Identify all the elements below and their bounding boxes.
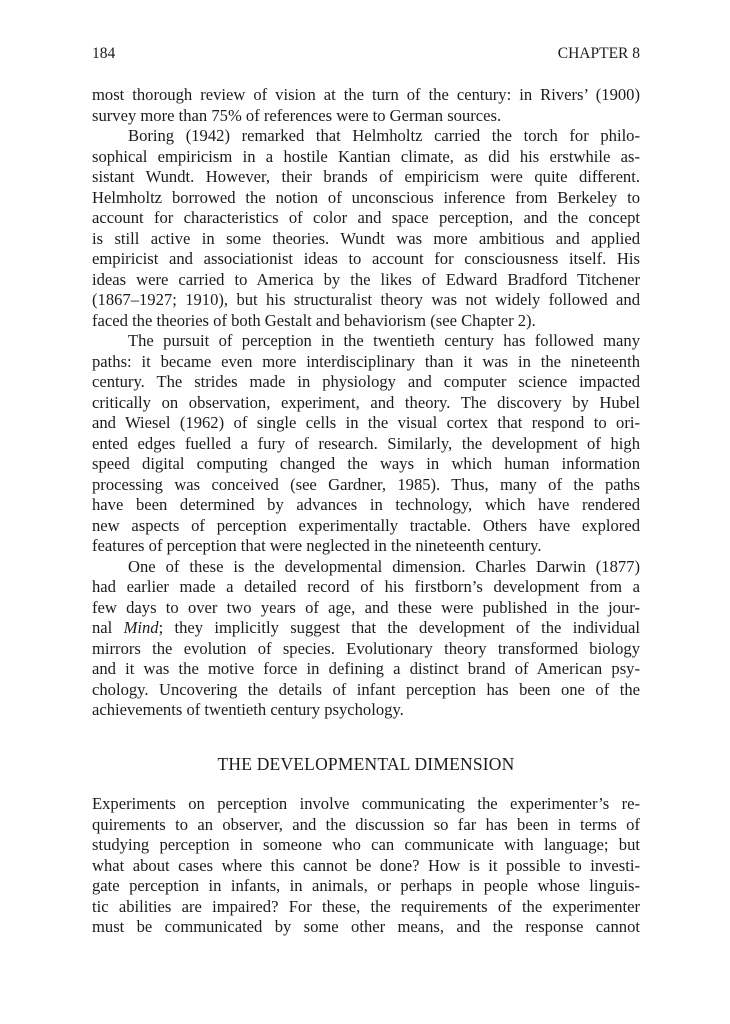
text-line: gate perception in infants, in animals, or perhaps in people whose linguis- xyxy=(92,876,640,895)
text-line: critically on observation, experiment, and theory. The discovery by Hubel xyxy=(92,392,640,412)
text-line: empiricist and associationist ideas to account for consciousness itself. His xyxy=(92,249,640,268)
text-line: few days to over two years of age, and these were published in the jour- xyxy=(92,597,640,617)
text-line: One of these is the developmental dimension. Charles Darwin (1877) xyxy=(128,556,640,576)
text-line: nal Mind; they implicitly suggest that the development of the individual xyxy=(92,618,640,637)
text-line: survey more than 75% of references were to German sources. xyxy=(92,105,502,125)
text-line: faced the theories of both Gestalt and behaviorism (see Chapter 2). xyxy=(92,310,536,330)
text-line: ented edges fuelled a fury of research. Similarly, the development of high xyxy=(92,433,640,453)
chapter-label: CHAPTER 8 xyxy=(557,45,640,62)
text-line: chology. Uncovering the details of infant perception has been one of the xyxy=(92,679,640,699)
text-line: quirements to an observer, and the discussion so far has been in terms of xyxy=(92,814,640,834)
text-line: speed digital computing changed the ways in which human information xyxy=(92,454,640,473)
text-line: (1867–1927; 1910), but his structuralist theory was not widely followed and xyxy=(92,290,640,309)
text-line: mirrors the evolution of species. Evolutionary theory transformed biology xyxy=(92,638,640,658)
text-line: sistant Wundt. However, their brands of empiricism were quite different. xyxy=(92,167,640,186)
text-line: sophical empiricism in a hostile Kantian climate, as did his erstwhile as- xyxy=(92,146,640,166)
text-line: tic abilities are impaired? For these, the requirements of the experimenter xyxy=(92,896,640,916)
page-number: 184 xyxy=(92,45,116,62)
text-line: processing was conceived (see Gardner, 1985). Thus, many of the paths xyxy=(92,474,640,494)
text-line: most thorough review of vision at the turn of the century: in Rivers’ (1900) xyxy=(92,85,640,104)
text-line: century. The strides made in physiology and computer science impacted xyxy=(92,372,640,391)
text-line: achievements of twentieth century psychology. xyxy=(92,700,404,719)
body-text-section-1 xyxy=(92,85,640,721)
text-line: The pursuit of perception in the twentieth century has followed many xyxy=(128,331,640,350)
text-line: account for characteristics of color and space perception, and the concept xyxy=(92,208,640,227)
body-text-section-2 xyxy=(92,794,640,938)
text-line: Boring (1942) remarked that Helmholtz carried the torch for philo- xyxy=(128,126,640,145)
journal-title: Mind xyxy=(123,618,159,637)
text-line: what about cases where this cannot be done? How is it possible to investi- xyxy=(92,855,640,875)
text-line: must be communicated by some other means, and the response cannot xyxy=(92,917,640,936)
text-line: and Wiesel (1962) of single cells in the visual cortex that respond to ori- xyxy=(92,413,640,432)
text-line: have been determined by advances in technology, which have rendered xyxy=(92,495,640,514)
text-line: had earlier made a detailed record of his firstborn’s development from a xyxy=(92,577,640,596)
text-line: paths: it became even more interdisciplinary than it was in the nineteenth xyxy=(92,351,640,371)
text-line: and it was the motive force in defining a distinct brand of American psy- xyxy=(92,659,640,678)
text-line: Experiments on perception involve communicating the experimenter’s re- xyxy=(92,794,640,813)
text-line: studying perception in someone who can communicate with language; but xyxy=(92,835,640,854)
text-line: ideas were carried to America by the likes of Edward Bradford Titchener xyxy=(92,269,640,289)
text-line: features of perception that were neglected in the nineteenth century. xyxy=(92,536,542,555)
text-line: Helmholtz borrowed the notion of unconscious inference from Berkeley to xyxy=(92,187,640,207)
text-line: is still active in some theories. Wundt was more ambitious and applied xyxy=(92,228,640,248)
text-line: new aspects of perception experimentally tractable. Others have explored xyxy=(92,515,640,535)
section-heading: THE DEVELOPMENTAL DIMENSION xyxy=(217,754,515,774)
